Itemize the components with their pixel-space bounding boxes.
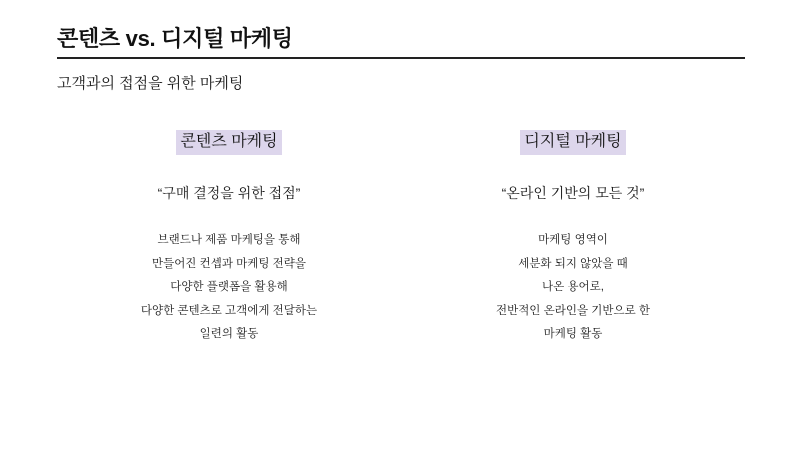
column-content-marketing <box>57 130 401 347</box>
column-digital-marketing <box>401 130 745 347</box>
comparison-columns <box>57 130 745 347</box>
body-line: 일련의 활동 <box>199 328 259 341</box>
body-line: 다양한 콘텐츠로 고객에게 전달하는 <box>140 304 318 317</box>
body-line: 브랜드나 제품 마케팅을 통해 <box>157 234 301 246</box>
column-body <box>496 229 650 347</box>
body-line: 나온 용어로, <box>542 281 604 294</box>
column-quote: “온라인 기반의 모든 것” <box>501 185 645 201</box>
column-body <box>141 229 317 347</box>
column-quote: “구매 결정을 위한 접점” <box>157 185 301 201</box>
column-heading: 콘텐츠 마케팅 <box>176 130 281 155</box>
body-line: 세분화 되지 않았을 때 <box>518 257 628 270</box>
body-line: 마케팅 영역이 <box>538 234 608 246</box>
slide-title: 콘텐츠 vs. 디지털 마케팅 <box>57 26 293 51</box>
column-heading: 디지털 마케팅 <box>520 130 625 155</box>
body-line: 전반적인 온라인을 기반으로 한 <box>495 304 650 317</box>
body-line: 마케팅 활동 <box>543 328 603 341</box>
body-line: 만들어진 컨셉과 마케팅 전략을 <box>151 257 306 270</box>
title-divider <box>57 57 745 59</box>
slide-subtitle: 고객과의 접점을 위한 마케팅 <box>57 75 244 92</box>
body-line: 다양한 플랫폼을 활용해 <box>170 281 288 294</box>
